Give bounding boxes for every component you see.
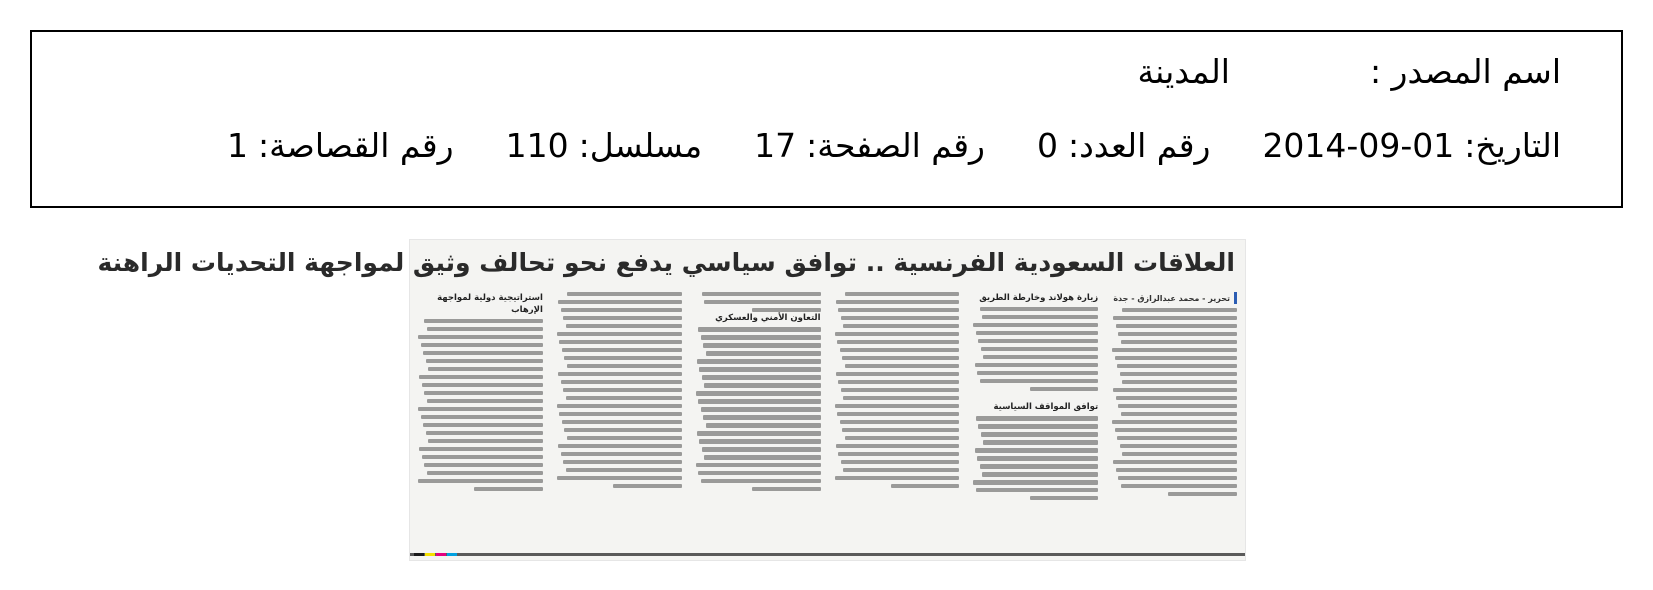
column-text-lines (973, 307, 1098, 391)
text-line (564, 428, 681, 432)
text-line (566, 324, 682, 328)
text-line (840, 348, 960, 352)
text-line (1030, 387, 1099, 391)
serial-label: مسلسل: (578, 126, 703, 165)
column-subhead: توافق المواقف السياسية (993, 402, 1099, 413)
text-line (980, 379, 1099, 383)
text-line (561, 452, 682, 456)
text-line (696, 391, 821, 395)
text-line (1115, 356, 1237, 360)
text-line (1115, 428, 1237, 432)
article-column-6 (418, 292, 543, 546)
text-line (423, 351, 543, 355)
magenta-mark (436, 553, 446, 556)
text-line (423, 423, 543, 427)
text-line (840, 420, 960, 424)
text-line (978, 339, 1098, 343)
text-line (982, 315, 1098, 319)
text-line (557, 404, 682, 408)
text-line (842, 428, 959, 432)
text-line (567, 292, 682, 296)
text-line (841, 388, 960, 392)
text-line (977, 371, 1098, 375)
text-line (702, 292, 821, 296)
text-line (843, 324, 959, 328)
text-line (843, 396, 959, 400)
text-line (558, 444, 682, 448)
text-line (838, 452, 959, 456)
clip-number-label: رقم القصاصة: (257, 126, 454, 165)
bottom-rule (410, 553, 1245, 556)
text-line (838, 308, 959, 312)
text-line (1117, 364, 1237, 368)
text-line (975, 363, 1099, 367)
text-line (980, 307, 1099, 311)
text-line (427, 327, 543, 331)
text-line (703, 343, 820, 347)
text-line (1116, 468, 1237, 472)
text-line (835, 476, 960, 480)
text-line (557, 476, 682, 480)
source-value: المدينة (1137, 52, 1230, 91)
text-line (845, 292, 960, 296)
text-line (701, 335, 821, 339)
text-line (702, 447, 821, 451)
text-line (981, 432, 1098, 436)
text-line (567, 364, 682, 368)
text-line (699, 367, 820, 371)
text-line (976, 416, 1098, 420)
text-line (422, 455, 543, 459)
article-column-5 (557, 292, 682, 546)
column-subhead: التعاون الأمني والعسكري (715, 313, 821, 324)
text-line (558, 372, 682, 376)
text-line (613, 484, 682, 488)
text-line (559, 412, 681, 416)
text-line (697, 431, 821, 435)
text-line (1112, 420, 1237, 424)
text-line (843, 468, 959, 472)
text-line (566, 396, 682, 400)
page-value: 17 (754, 126, 797, 165)
text-line (418, 479, 543, 483)
text-line (557, 332, 682, 336)
text-line (701, 479, 821, 483)
cyan-mark (447, 553, 457, 556)
column-text-lines (418, 319, 543, 491)
text-line (558, 300, 682, 304)
serial-value: 110 (505, 126, 569, 165)
article-column-3 (835, 292, 960, 546)
text-line (1120, 372, 1237, 376)
text-line (696, 463, 821, 467)
text-line (1113, 460, 1237, 464)
text-line (1116, 396, 1237, 400)
article-headline: العلاقات السعودية الفرنسية .. توافق سياسي يدفع نحو تحالف وثيق لمواجهة التحديات الراهنة (97, 248, 1235, 277)
text-line (702, 375, 821, 379)
text-line (982, 472, 1098, 476)
newspaper-clipping-image (97, 240, 1245, 560)
source-label: اسم المصدر : (1369, 52, 1561, 91)
column-text-lines (973, 416, 1098, 500)
text-line (427, 399, 543, 403)
text-line (424, 463, 543, 467)
text-line (563, 388, 682, 392)
text-line (428, 367, 543, 371)
text-line (704, 455, 820, 459)
text-line (836, 300, 960, 304)
text-line (975, 448, 1099, 452)
text-line (424, 391, 543, 395)
text-line (841, 316, 960, 320)
text-line (559, 340, 681, 344)
text-line (976, 331, 1098, 335)
text-line (561, 380, 682, 384)
text-line (836, 372, 960, 376)
clipping-metadata-box (30, 30, 1623, 208)
text-line (426, 359, 543, 363)
issue-value: 0 (1036, 126, 1058, 165)
text-line (424, 319, 543, 323)
text-line (421, 343, 543, 347)
text-line (845, 436, 960, 440)
text-line (698, 399, 820, 403)
text-line (703, 415, 820, 419)
text-line (835, 404, 960, 408)
issue-label: رقم العدد: (1067, 126, 1211, 165)
text-line (421, 415, 543, 419)
text-line (983, 440, 1098, 444)
text-line (698, 471, 820, 475)
text-line (563, 316, 682, 320)
byline-marker (1234, 292, 1237, 304)
text-line (704, 383, 820, 387)
text-line (706, 423, 821, 427)
text-line (567, 436, 682, 440)
text-line (1030, 496, 1099, 500)
text-line (752, 487, 821, 491)
meta-line (227, 126, 1561, 165)
text-line (978, 424, 1098, 428)
text-line (1120, 444, 1237, 448)
text-line (706, 351, 821, 355)
article-columns (418, 292, 1237, 546)
text-line (428, 439, 543, 443)
column-text-lines (696, 327, 821, 491)
byline (1112, 292, 1237, 304)
text-line (973, 480, 1098, 484)
column-text-lines (557, 292, 682, 488)
text-line (1117, 436, 1237, 440)
text-line (983, 355, 1098, 359)
text-line (701, 407, 821, 411)
text-line (1113, 388, 1237, 392)
text-line (836, 444, 960, 448)
text-line (1118, 332, 1237, 336)
text-line (426, 431, 543, 435)
text-line (699, 439, 820, 443)
text-line (1122, 452, 1237, 456)
text-line (977, 456, 1098, 460)
text-line (891, 484, 960, 488)
text-line (1112, 348, 1237, 352)
text-line (1121, 340, 1237, 344)
text-line (835, 332, 960, 336)
source-line (1137, 52, 1561, 91)
text-line (566, 468, 682, 472)
text-line (422, 383, 543, 387)
text-line (427, 471, 543, 475)
text-line (563, 460, 682, 464)
text-line (561, 308, 682, 312)
text-line (419, 375, 543, 379)
column-text-lines (835, 292, 960, 488)
column-text-lines (1112, 308, 1237, 496)
text-line (973, 323, 1098, 327)
text-line (1121, 484, 1237, 488)
yellow-mark (425, 553, 435, 556)
clip-number-value: 1 (226, 126, 248, 165)
date-value: 2014-09-01 (1262, 126, 1455, 165)
text-line (980, 464, 1099, 468)
text-line (418, 335, 543, 339)
text-line (752, 308, 821, 312)
text-line (1116, 324, 1237, 328)
text-line (419, 447, 543, 451)
text-line (841, 460, 960, 464)
column-subhead: زيارة هولاند وخارطة الطريق (979, 293, 1099, 303)
text-line (976, 488, 1098, 492)
page-label: رقم الصفحة: (806, 126, 985, 165)
text-line (842, 356, 959, 360)
article-column-2 (973, 292, 1098, 546)
text-line (1113, 316, 1237, 320)
black-mark (414, 553, 424, 556)
text-line (697, 359, 821, 363)
text-line (837, 340, 959, 344)
text-line (562, 420, 682, 424)
date-label: التاريخ: (1464, 126, 1561, 165)
text-line (838, 380, 959, 384)
article-column-1 (1112, 292, 1237, 546)
column-text-lines (696, 292, 821, 312)
text-line (564, 356, 681, 360)
text-line (981, 347, 1098, 351)
text-line (562, 348, 682, 352)
text-line (1168, 492, 1237, 496)
text-line (1122, 308, 1237, 312)
text-line (1118, 476, 1237, 480)
text-line (698, 327, 820, 331)
text-line (1118, 404, 1237, 408)
text-line (837, 412, 959, 416)
text-line (1122, 380, 1237, 384)
article-column-4 (696, 292, 821, 546)
text-line (845, 364, 960, 368)
text-line (418, 407, 543, 411)
byline-text: تحرير - محمد عبدالرازق - جدة (1113, 293, 1230, 303)
text-line (474, 487, 543, 491)
text-line (704, 300, 820, 304)
print-color-marks (414, 553, 457, 556)
text-line (1121, 412, 1237, 416)
column-subhead: استراتيجية دولية لمواجهة الإرهاب (437, 293, 543, 315)
